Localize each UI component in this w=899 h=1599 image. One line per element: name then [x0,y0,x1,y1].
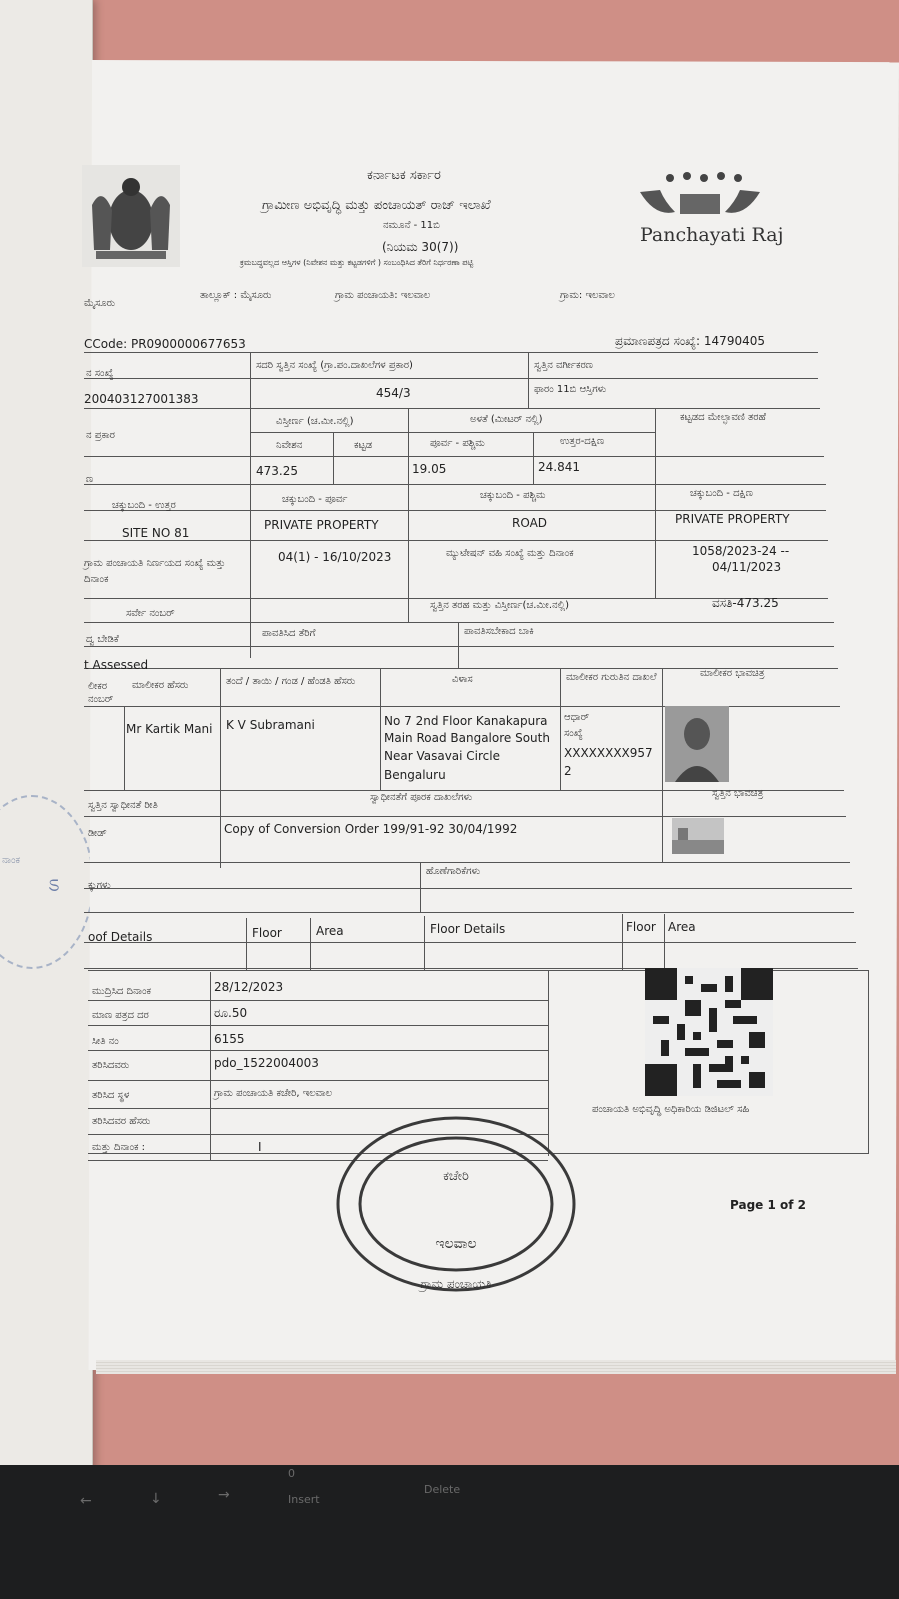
property-type-area-value: ವಸತಿ-473.25 [712,596,779,610]
table-line [622,914,623,970]
owner-name: Mr Kartik Mani [126,722,213,736]
table-line [84,646,834,647]
form-subtitle: ಕ್ರಮಬದ್ಧವಲ್ಲದ ಆಸ್ತಿಗಳ (ನಿವೇಶನ ಮತ್ತು ಕಟ್ಟಡಗಳಿಗೆ ) ಸಂಬಂಧಿಸಿದ ತೆರಿಗೆ ನಿರ್ಧರಣಾ ಪಟ್ಟಿ [240,258,474,267]
table-line [84,456,824,457]
site-area-value: 473.25 [256,464,298,478]
owner-address-line-1: No 7 2nd Floor Kanakapura [384,714,548,728]
paper-stack [96,1360,896,1374]
survey-id-value: 454/3 [376,386,411,400]
survey-number-label: ಸರ್ವೇ ನಂಬರ್ [126,608,175,619]
certificate-number: ಪ್ರಮಾಣಪತ್ರದ ಸಂಖ್ಯೆ: 14790405 [615,334,765,348]
print-date-label: ಮುದ್ರಿಸಿದ ದಿನಾಂಕ [92,986,152,997]
property-photo [672,818,724,854]
table-line [424,916,425,970]
receipt-label: ಸೀತಿ ನಂ [92,1036,119,1047]
digital-signature-caption: ಪಂಚಾಯತಿ ಅಭಿವೃದ್ಧಿ ಅಧಿಕಾರಿಯ ಡಿಜಿಟಲ್ ಸಹಿ [592,1104,750,1115]
stamp-number: ಽ [48,872,60,897]
owner-address-line-4: Bengaluru [384,768,446,782]
stamp-mark: ನಾಂಕ [2,855,21,866]
table-line [220,668,221,868]
table-line [84,540,828,541]
south-boundary-value: PRIVATE PROPERTY [675,512,790,526]
north-boundary-label: ಚಕ್ಕುಬಂದಿ - ಉತ್ತರ [112,500,176,511]
table-line [533,432,534,484]
owner-address-line-2: Main Road Bangalore South [384,731,550,745]
table-line [84,816,846,817]
govt-title: ಕರ್ನಾಟಕ ಸರ್ಕಾರ [367,168,441,183]
floor-header-right: Floor [626,920,656,934]
resolution-label: ಗ್ರಾಮ ಪಂಚಾಯತಿ ನಿರ್ಣಯದ ಸಂಖ್ಯೆ ಮತ್ತು ದಿನಾಂಕ [84,558,226,585]
svg-text:ಗ್ರಾಮ ಪಂಚಾಯತಿ: ಗ್ರಾಮ ಪಂಚಾಯತಿ [420,1277,492,1291]
resolution-value: 04(1) - 16/10/2023 [278,550,392,564]
signature-date-label: ಮತ್ತು ದಿನಾಂಕ : [92,1142,146,1153]
table-line [380,668,381,790]
signature-mark: I [258,1140,262,1154]
issue-place-value: ಗ್ರಾಮ ಪಂಚಾಯತಿ ಕಚೇರಿ, ಇಲವಾಲ [214,1088,333,1099]
classification-label: ಸ್ವತ್ತಿನ ವರ್ಗೀಕರಣ [534,360,593,371]
left-arrow-key-icon: ← [80,1493,92,1509]
mutation-value-2: 04/11/2023 [712,560,782,574]
table-line [88,1025,548,1026]
liabilities-label: ಹೊಣೆಗಾರಿಕೆಗಳು [426,866,481,877]
table-line [662,668,663,862]
property-photo-label: ಸ್ವತ್ತಿನ ಭಾವಚಿತ್ರ [712,788,764,799]
table-line [84,484,826,485]
mutation-label: ಮ್ಯುಟೇಷನ್ ವಹಿ ಸಂಖ್ಯೆ ಮತ್ತು ದಿನಾಂಕ [446,548,574,559]
fee-value: ರೂ.50 [214,1006,248,1020]
table-line [655,408,656,598]
left-page [0,0,93,1480]
table-line [84,622,834,623]
brand-text: Panchayati Raj [640,224,784,246]
id-value-2: 2 [564,764,572,778]
north-south-value: 24.841 [538,460,580,474]
issue-place-label: ತರಿಸಿದ ಸ್ಥಳ [92,1090,130,1101]
panchayati-raj-logo [635,172,784,246]
demand-label: ದ್ವ ಬೇಡಿಕೆ [86,634,119,645]
east-boundary-value: PRIVATE PROPERTY [264,518,379,532]
floor-details-left-title: oof Details [88,930,153,944]
ink-stamp-circle [0,795,94,969]
owner-id-label: ಮಾಲೀಕರ ಗುರುತಿನ ದಾಖಲೆ [566,672,657,683]
table-line [84,912,854,913]
table-line [528,352,529,408]
floor-header-left: Floor [252,926,282,940]
classification-value: ಫಾರಂ 11ಬಿ ಆಸ್ತಿಗಳು [534,384,607,395]
village: ಗ್ರಾಮ: ಇಲವಾಲ [560,290,615,301]
west-boundary-label: ಚಕ್ಕುಬಂದಿ - ಪಶ್ಚಿಮ [480,490,546,501]
table-line [246,918,247,970]
table-line [420,862,421,912]
rule-number: (ನಿಯಮ 30(7)) [382,240,459,254]
taluk: ತಾಲ್ಲೂಕ್ : ಮೈಸೂರು [200,290,272,301]
east-west-value: 19.05 [412,462,447,476]
table-line [88,1108,548,1109]
west-boundary-value: ROAD [512,516,548,530]
issued-by-label: ತರಿಸಿದವರು [92,1060,130,1071]
gram-panchayat: ಗ್ರಾಮ ಪಂಚಾಯತಿ: ಇಲವಾಲ [335,290,431,301]
dimension-label: ಅಳತೆ (ಮೀಟರ್ ನಲ್ಲಿ) [470,414,543,425]
owner-name-label: ಮಾಲೀಕರ ಹೆಸರು [132,680,189,691]
east-boundary-label: ಚಕ್ಕುಬಂದಿ - ಪೂರ್ವ [282,494,348,505]
id-type-2: ಸಂಖ್ಯೆ [564,728,583,739]
owner-photo-label: ಮಾಲೀಕರ ಭಾವಚಿತ್ರ [700,668,765,679]
table-line [333,432,334,484]
deed-label: ಡೀಡ್ [88,828,107,839]
mutation-value-1: 1058/2023-24 -- [692,544,790,558]
property-type-area-label: ಸ್ವತ್ತಿನ ತರಹ ಮತ್ತು ವಿಸ್ತೀರ್ಣ(ಚ.ಮೀ.ನಲ್ಲಿ) [430,600,570,611]
relation-label: ತಂದೆ / ತಾಯಿ / ಗಂಡ / ಹೆಂಡತಿ ಹೆಸರು [226,676,356,687]
owner-number-label: ಲೀಕರ ನಂಬರ್ [88,681,114,705]
qr-code-icon [645,968,773,1096]
dept-title: ಗ್ರಾಮೀಣ ಅಭಿವೃದ್ಧಿ ಮತ್ತು ಪಂಚಾಯತ್ ರಾಜ್ ಇಲಾಖೆ [262,198,491,213]
table-line [84,378,818,379]
roof-type-label: ಕಟ್ಟಡದ ಮೇಲ್ಛಾವಣಿ ತರಹೆ [680,412,766,423]
property-id-label: ನ ಸಂಖ್ಯೆ [86,368,114,379]
area-header-left: Area [316,924,344,938]
table-line [408,408,409,622]
documents-label: ಸ್ವಾಧೀನತೆಗೆ ಪೂರಕ ದಾಖಲೆಗಳು [370,792,473,803]
table-line [84,510,826,511]
fee-label: ಮಾಣ ಪತ್ರದ ದರ [92,1010,149,1021]
table-line [250,432,655,433]
table-line [124,706,125,790]
print-date-value: 28/12/2023 [214,980,284,994]
table-line [310,918,311,970]
key-insert: Insert [288,1493,320,1506]
table-line [84,942,856,943]
east-west-label: ಪೂರ್ವ - ಪಶ್ಚಿಮ [430,438,485,449]
deed-value: Copy of Conversion Order 199/91-92 30/04/1992 [224,822,518,836]
issuer-name-label: ತರಿಸಿದವರ ಹೆಸರು [92,1116,151,1127]
keyboard [0,1465,899,1599]
north-south-label: ಉತ್ತರ-ದಕ್ಷಿಣ [560,436,605,447]
acquisition-label: ಸ್ವತ್ತಿನ ಸ್ವಾಧೀನತೆ ರೀತಿ [88,800,158,811]
row-label: ಣ [86,474,94,485]
owner-address-line-3: Near Vasavai Circle [384,749,500,763]
svg-text:ಇಲವಾಲ: ಇಲವಾಲ [435,1236,477,1252]
form-number: ನಮೂನೆ - 11ಬಿ [383,220,440,231]
key-zero: 0 [288,1467,295,1480]
table-line [88,1050,548,1051]
person-photo-icon [665,706,729,782]
panchayati-raj-emblem-icon [635,172,765,222]
table-line [250,352,251,658]
rights-label: ಕ್ಕುಗಳು [88,880,111,891]
paid-tax-label: ಪಾವತಿಸಿದ ತೆರಿಗೆ [262,628,316,639]
district: ಮೈಸೂರು [84,298,116,309]
address-label: ವಿಳಾಸ [452,674,473,685]
north-boundary-value: SITE NO 81 [122,526,190,540]
key-delete: Delete [424,1483,461,1496]
owner-photo [665,706,729,782]
property-type-label: ನ ಪ್ರಕಾರ [86,430,115,441]
building-label: ಕಟ್ಟಡ [354,440,373,451]
id-value-1: XXXXXXXX957 [564,746,653,760]
page-number: Page 1 of 2 [730,1198,806,1212]
property-id-value: 200403127001383 [84,392,199,406]
table-line [88,1000,548,1001]
table-line [560,668,561,790]
table-line [84,408,820,409]
table-line [84,888,852,889]
table-line [664,914,665,970]
issued-by-value: pdo_1522004003 [214,1056,319,1070]
area-header-right: Area [668,920,696,934]
survey-id-label: ಸದರಿ ಸ್ವತ್ತಿನ ಸಂಖ್ಯೆ (ಗ್ರಾ.ಪಂ.ದಾಖಲೆಗಳ ಪ್ರಕಾರ) [256,360,413,371]
right-arrow-key-icon: → [218,1487,230,1503]
svg-text:ಕಚೇರಿ: ಕಚೇರಿ [443,1169,469,1184]
id-type-1: ಆಧಾರ್ [564,712,590,723]
receipt-value: 6155 [214,1032,245,1046]
south-boundary-label: ಚಕ್ಕುಬಂದಿ - ದಕ್ಷಿಣ [690,488,753,499]
karnataka-emblem-icon [82,165,180,267]
office-seal-icon [332,1110,580,1298]
floor-details-right-title: Floor Details [430,922,506,936]
qr-code-number: CCode: PR0900000677653 [84,337,246,351]
owner-father-name: K V Subramani [226,718,315,732]
area-label: ವಿಸ್ತೀರ್ಣ (ಚ.ಮೀ.ನಲ್ಲಿ) [276,416,354,427]
landscape-photo-icon [672,818,724,854]
assessed-label: t Assessed [84,658,149,672]
table-line [458,622,459,668]
table-line [84,862,850,863]
balance-label: ಪಾವತಿಸಬೇಕಾದ ಬಾಕಿ [464,626,534,637]
down-arrow-key-icon: ↓ [150,1491,162,1507]
table-line [88,1080,548,1081]
site-label: ನಿವೇಶನ [276,440,303,451]
table-line [84,352,818,353]
